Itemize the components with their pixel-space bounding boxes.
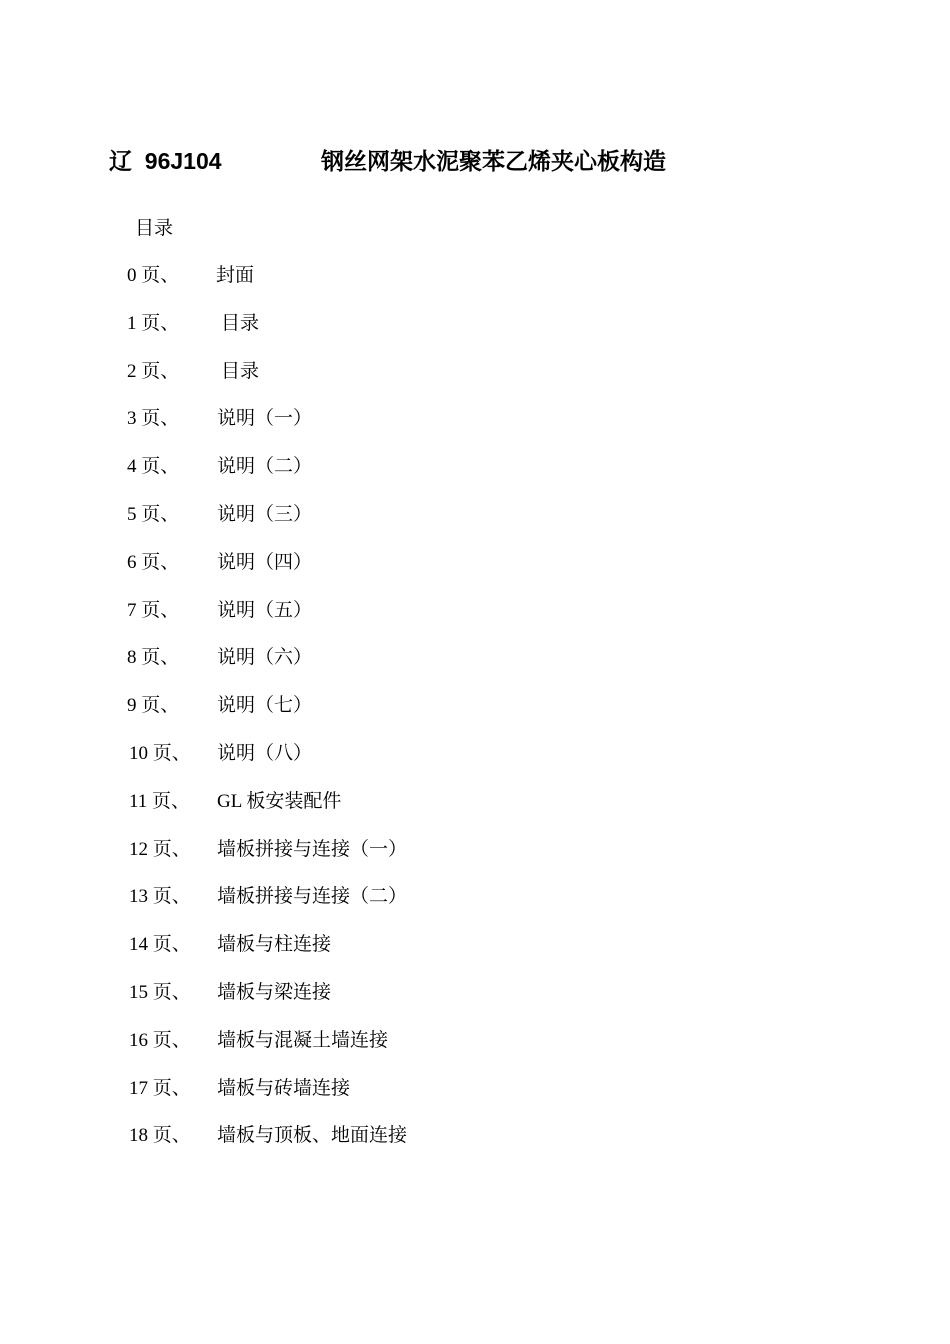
toc-entry-title: 墙板与砖墙连接 <box>217 1078 351 1099</box>
toc-entry-page: 17 页、 <box>129 1078 191 1099</box>
toc-entry-page: 7 页、 <box>127 600 180 621</box>
toc-entry-title: 说明（一） <box>217 408 313 429</box>
toc-entry-page: 6 页、 <box>127 552 180 573</box>
toc-entry-page: 11 页、 <box>129 791 191 812</box>
toc-entry-title: 墙板与梁连接 <box>217 982 332 1003</box>
toc-entry-title: 墙板拼接与连接（一） <box>217 839 408 860</box>
toc-entry-title: 墙板拼接与连接（二） <box>217 886 408 907</box>
toc-entry-title: 封面 <box>216 265 255 286</box>
toc-entry-page: 18 页、 <box>129 1125 191 1146</box>
toc-entry-title: 说明（三） <box>217 504 313 525</box>
toc-entry-page: 1 页、 <box>127 313 180 334</box>
toc-entry-page: 16 页、 <box>129 1030 191 1051</box>
document-title: 钢丝网架水泥聚苯乙烯夹心板构造 <box>321 148 666 174</box>
toc-entry-title: 墙板与顶板、地面连接 <box>217 1125 408 1146</box>
toc-entry-title: 说明（四） <box>217 552 313 573</box>
toc-entry-page: 15 页、 <box>129 982 191 1003</box>
toc-entry-title: GL 板安装配件 <box>217 791 342 812</box>
toc-entry-title: 说明（六） <box>217 647 313 668</box>
toc-entry-page: 14 页、 <box>129 934 191 955</box>
drawing-code: 辽 96J104 <box>109 148 222 174</box>
toc-entry-page: 10 页、 <box>129 743 191 764</box>
toc-entry-page: 3 页、 <box>127 408 180 429</box>
toc-entry-page: 9 页、 <box>127 695 180 716</box>
toc-entry-title: 目录 <box>221 313 260 334</box>
toc-entry-title: 说明（五） <box>217 600 313 621</box>
toc-entry-page: 4 页、 <box>127 456 180 477</box>
toc-entry-page: 12 页、 <box>129 839 191 860</box>
toc-entry-title: 墙板与柱连接 <box>217 934 332 955</box>
toc-heading: 目录 <box>135 218 174 239</box>
toc-entry-title: 目录 <box>221 361 260 382</box>
toc-entry-page: 5 页、 <box>127 504 180 525</box>
toc-entry-title: 说明（八） <box>217 743 313 764</box>
toc-entry-title: 墙板与混凝土墙连接 <box>217 1030 389 1051</box>
toc-entry-page: 8 页、 <box>127 647 180 668</box>
toc-entry-page: 2 页、 <box>127 361 180 382</box>
toc-entry-title: 说明（二） <box>217 456 313 477</box>
toc-entry-page: 0 页、 <box>127 265 180 286</box>
toc-entry-title: 说明（七） <box>217 695 313 716</box>
toc-entry-page: 13 页、 <box>129 886 191 907</box>
